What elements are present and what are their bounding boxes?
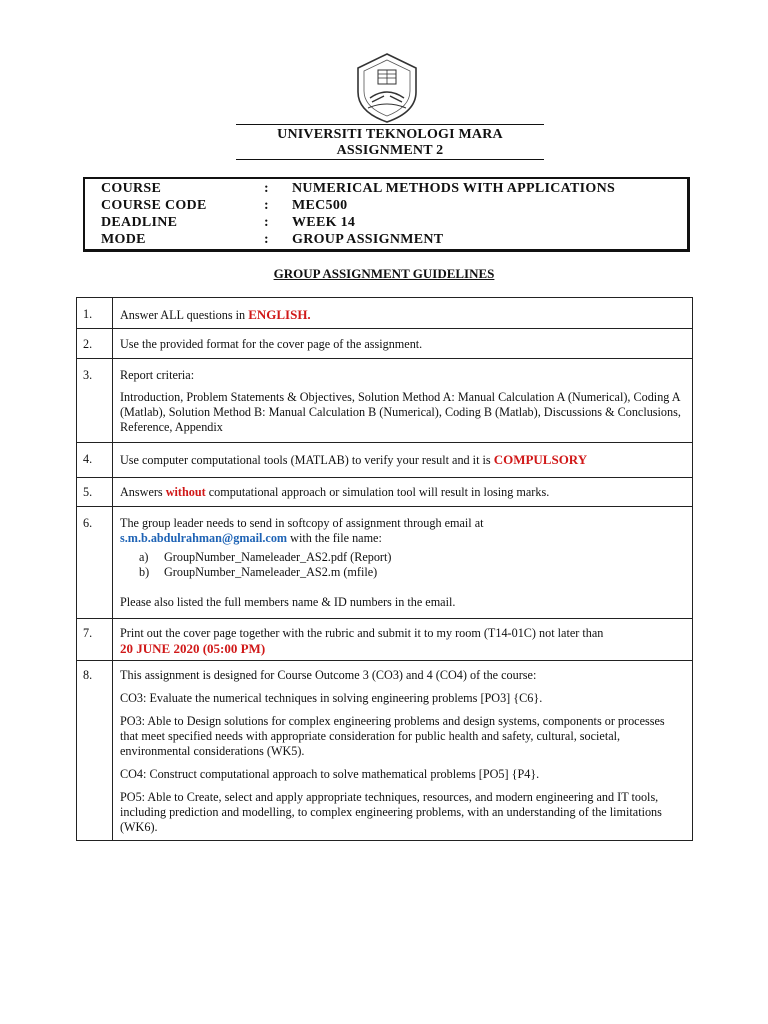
guideline-number: 7. <box>77 619 113 661</box>
list-item-text: GroupNumber_Nameleader_AS2.pdf (Report) <box>164 550 392 564</box>
header-rule-top <box>236 124 544 125</box>
guideline-4-text: Use computer computational tools (MATLAB) to verify your result and it is <box>120 453 494 467</box>
guideline-number: 6. <box>77 507 113 619</box>
list-item-label: b) <box>139 565 150 579</box>
deadline-value: WEEK 14 <box>292 215 356 230</box>
course-code-separator: : <box>264 198 269 213</box>
mode-value: GROUP ASSIGNMENT <box>292 232 444 247</box>
deadline-separator: : <box>264 215 269 230</box>
assignment-title: ASSIGNMENT 2 <box>336 143 444 158</box>
guideline-text <box>113 661 693 841</box>
guideline-number: 8. <box>77 661 113 841</box>
guideline-6-intro: The group leader needs to send in softcopy of assignment through email at <box>120 516 484 530</box>
guideline-1-text: Answer ALL questions in <box>120 308 249 322</box>
co4-text: CO4: Construct computational approach to solve mathematical problems [PO5] {P4}. <box>120 767 540 781</box>
guideline-number: 3. <box>77 359 113 443</box>
guideline-number: 4. <box>77 443 113 478</box>
po5-text: PO5: Able to Create, select and apply appropriate techniques, resources, and modern engineering and IT tools, including prediction and modelling, to complex engineering problems, with an understanding of the limitations (WK6). <box>120 790 662 834</box>
course-info-box <box>83 177 690 252</box>
course-value: NUMERICAL METHODS WITH APPLICATIONS <box>292 181 616 196</box>
guideline-row <box>77 298 693 329</box>
guideline-5-emphasis: without <box>165 485 206 499</box>
guideline-text <box>113 298 693 329</box>
course-label: COURSE <box>101 181 162 196</box>
guideline-row <box>77 443 693 478</box>
guideline-3-title: Report criteria: <box>120 368 195 382</box>
university-name: UNIVERSITI TEKNOLOGI MARA <box>277 127 503 142</box>
course-separator: : <box>264 181 269 196</box>
co3-text: CO3: Evaluate the numerical techniques in solving engineering problems [PO3] {C6}. <box>120 691 543 705</box>
guideline-text <box>113 443 693 478</box>
guideline-8-intro: This assignment is designed for Course Outcome 3 (CO3) and 4 (CO4) of the course: <box>120 668 537 682</box>
submission-deadline: 20 JUNE 2020 (05:00 PM) <box>120 641 266 656</box>
mode-separator: : <box>264 232 269 247</box>
guideline-number: 2. <box>77 329 113 359</box>
deadline-label: DEADLINE <box>101 215 178 230</box>
mode-label: MODE <box>101 232 146 247</box>
guideline-6-footer: Please also listed the full members name & ID numbers in the email. <box>120 595 456 609</box>
guideline-6-after-email: with the file name: <box>287 531 382 545</box>
guideline-text <box>113 478 693 507</box>
filename-list <box>120 550 684 580</box>
course-code-value: MEC500 <box>292 198 348 213</box>
guideline-1-emphasis: ENGLISH. <box>248 307 311 322</box>
guidelines-table <box>76 297 693 841</box>
guideline-text <box>113 359 693 443</box>
section-title <box>0 266 768 282</box>
guideline-3-body: Introduction, Problem Statements & Objectives, Solution Method A: Manual Calculation A (Numerical), Coding A (Matlab), Solution Method B: Manual Calculation B (Numerical), Coding B (Matlab), Discussions & Conclusions, Reference, Appendix <box>120 390 681 434</box>
guideline-text <box>113 507 693 619</box>
guideline-row <box>77 507 693 619</box>
list-item-text: GroupNumber_Nameleader_AS2.m (mfile) <box>164 565 378 579</box>
guideline-5-post: computational approach or simulation tool will result in losing marks. <box>205 485 550 499</box>
guideline-text <box>113 619 693 661</box>
guideline-number: 1. <box>77 298 113 329</box>
course-code-label: COURSE CODE <box>101 198 207 213</box>
guideline-row <box>77 619 693 661</box>
guideline-row <box>77 329 693 359</box>
list-item-label: a) <box>139 550 149 564</box>
guideline-2-text: Use the provided format for the cover page of the assignment. <box>113 329 693 359</box>
university-crest-logo <box>354 52 420 124</box>
guideline-5-pre: Answers <box>120 485 166 499</box>
po3-text: PO3: Able to Design solutions for complex engineering problems and design systems, components or processes that meet specified needs with appropriate consideration for public health and safety, cultural, societal, environmental considerations (WK5). <box>120 714 665 758</box>
guideline-row <box>77 478 693 507</box>
guideline-row <box>77 661 693 841</box>
header-rule-bottom <box>236 159 544 160</box>
list-item <box>139 550 684 565</box>
section-title-text: GROUP ASSIGNMENT GUIDELINES <box>273 266 495 281</box>
guideline-row <box>77 359 693 443</box>
guideline-7-text: Print out the cover page together with the rubric and submit it to my room (T14-01C) not later than <box>120 626 604 640</box>
guideline-number: 5. <box>77 478 113 507</box>
guideline-4-emphasis: COMPULSORY <box>493 452 588 467</box>
email-link[interactable]: s.m.b.abdulrahman@gmail.com <box>120 531 288 545</box>
list-item <box>139 565 684 580</box>
